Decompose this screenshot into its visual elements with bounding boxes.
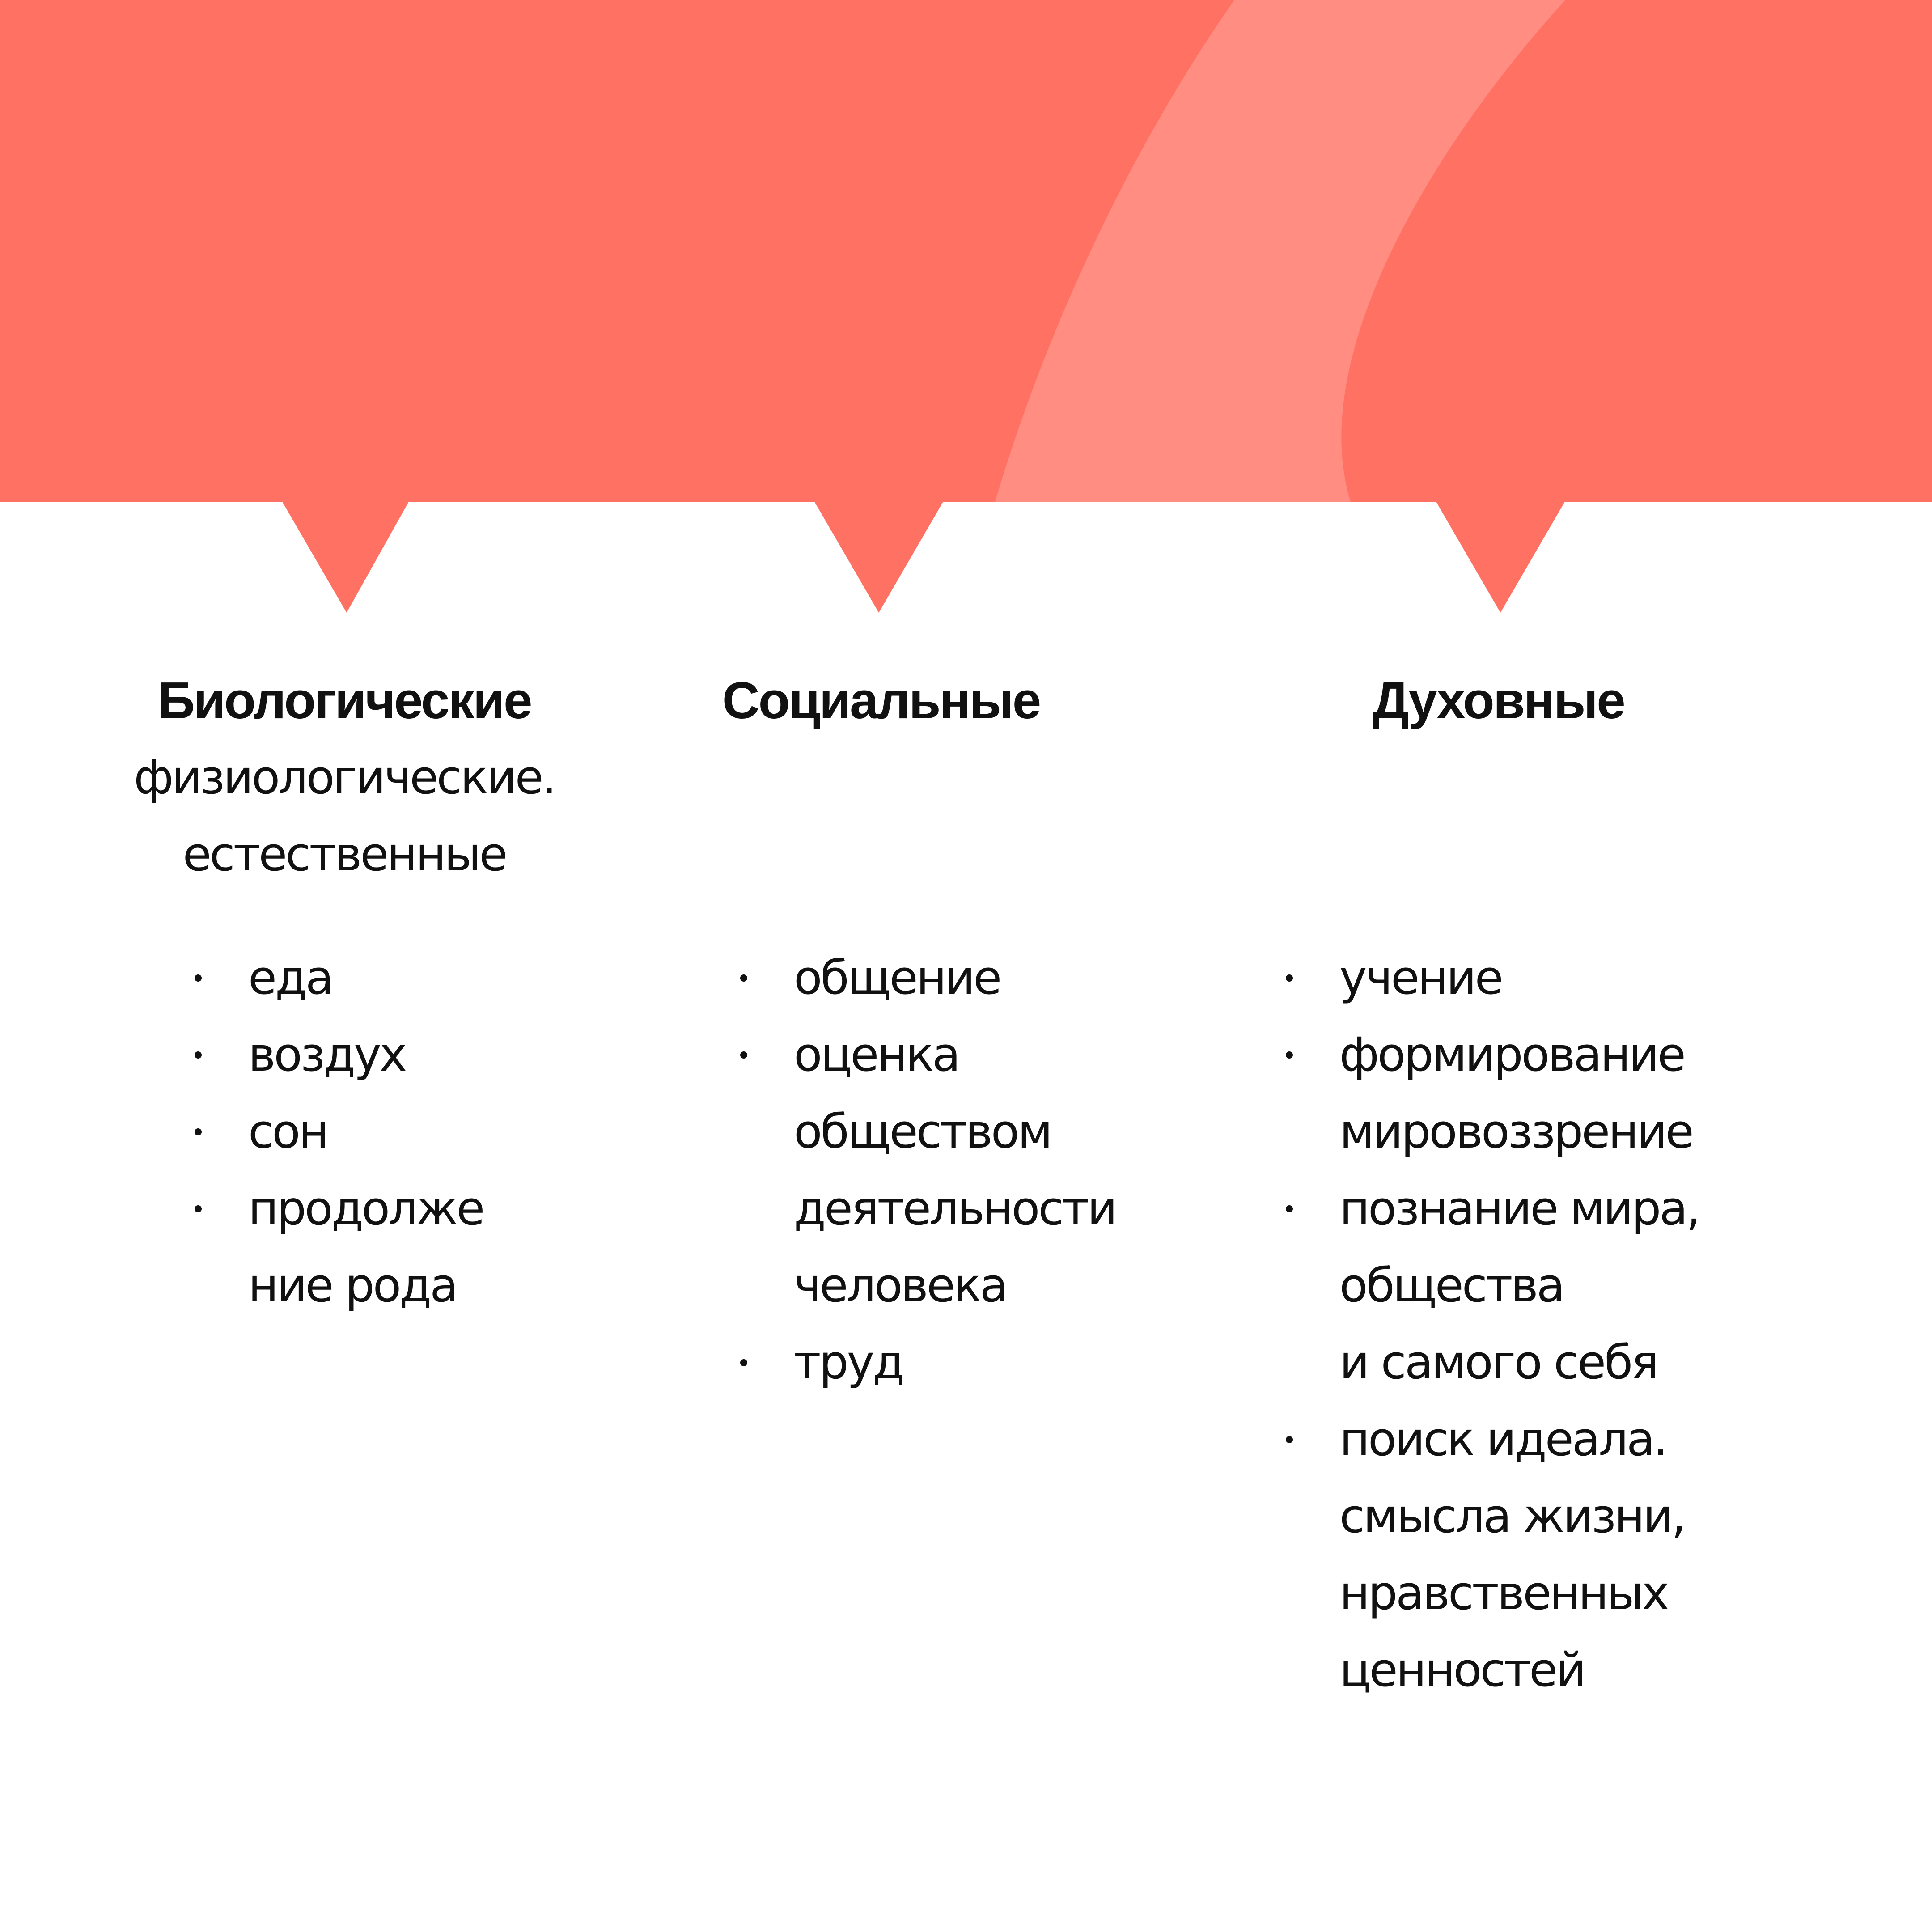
list-item-text: воздух — [248, 1027, 406, 1082]
list-item — [740, 1324, 1116, 1401]
list-item-text: общества — [1339, 1258, 1563, 1313]
column-biological — [54, 662, 644, 1313]
bullet-icon — [1286, 1051, 1293, 1059]
bullet-icon — [195, 1128, 202, 1135]
list-item-text: учение — [1339, 950, 1502, 1005]
list-item — [740, 939, 1116, 1016]
bullet-icon — [1286, 1205, 1293, 1212]
list-item — [1286, 939, 1699, 1016]
list-item-text: мировоззрение — [1339, 1104, 1692, 1159]
needs-list-spiritual — [1286, 939, 1699, 1708]
bullet-icon — [740, 974, 747, 982]
list-item-text: продолже — [248, 1181, 483, 1236]
list-item-text: труд — [794, 1335, 903, 1390]
list-item-text: ние рода — [248, 1258, 457, 1313]
list-item-text: еда — [248, 950, 332, 1005]
bullet-icon — [195, 1051, 202, 1059]
list-item-text: общение — [794, 950, 1000, 1005]
list-item-text: оценка — [794, 1027, 959, 1082]
list-item-text: нравственных — [1339, 1566, 1668, 1620]
column-subtitle-biological — [54, 739, 635, 893]
column-spiritual — [1163, 662, 1834, 1697]
list-item-text: деятельности — [794, 1181, 1116, 1236]
header-banner — [0, 0, 1932, 617]
list-item — [1286, 1170, 1699, 1401]
bullet-icon — [1286, 974, 1293, 982]
column-title-spiritual: Духовные — [1372, 671, 1624, 729]
list-item — [195, 1016, 483, 1093]
list-item — [195, 939, 483, 1016]
list-item-text: и самого себя — [1339, 1335, 1657, 1390]
subtitle-line: физиологические. — [134, 750, 555, 805]
list-item — [740, 1016, 1116, 1324]
column-social — [617, 662, 1145, 1390]
list-item — [1286, 1401, 1699, 1708]
bullet-icon — [195, 1205, 202, 1212]
list-item-text: сон — [248, 1104, 327, 1159]
subtitle-line: естественные — [182, 827, 506, 881]
needs-list-biological — [195, 939, 483, 1324]
column-title-social: Социальные — [722, 671, 1040, 729]
column-title-biological: Биологические — [157, 671, 531, 729]
list-item-text: познание мира, — [1339, 1181, 1699, 1236]
list-item-text: человека — [794, 1258, 1007, 1313]
pointer-social — [814, 501, 944, 613]
list-item-text: смысла жизни, — [1339, 1489, 1685, 1543]
pointer-biological — [282, 501, 409, 613]
list-item — [1286, 1016, 1699, 1170]
pointer-spiritual — [1436, 501, 1565, 613]
bullet-icon — [1286, 1436, 1293, 1443]
needs-list-social — [740, 939, 1116, 1401]
bullet-icon — [740, 1051, 747, 1059]
list-item — [195, 1170, 483, 1324]
bullet-icon — [740, 1359, 747, 1366]
bullet-icon — [195, 974, 202, 982]
list-item-text: обществом — [794, 1104, 1051, 1159]
list-item-text: ценностей — [1339, 1643, 1585, 1697]
banner-background — [0, 0, 1932, 502]
list-item — [195, 1093, 483, 1170]
list-item-text: поиск идеала. — [1339, 1412, 1666, 1466]
list-item-text: формирование — [1339, 1027, 1684, 1082]
